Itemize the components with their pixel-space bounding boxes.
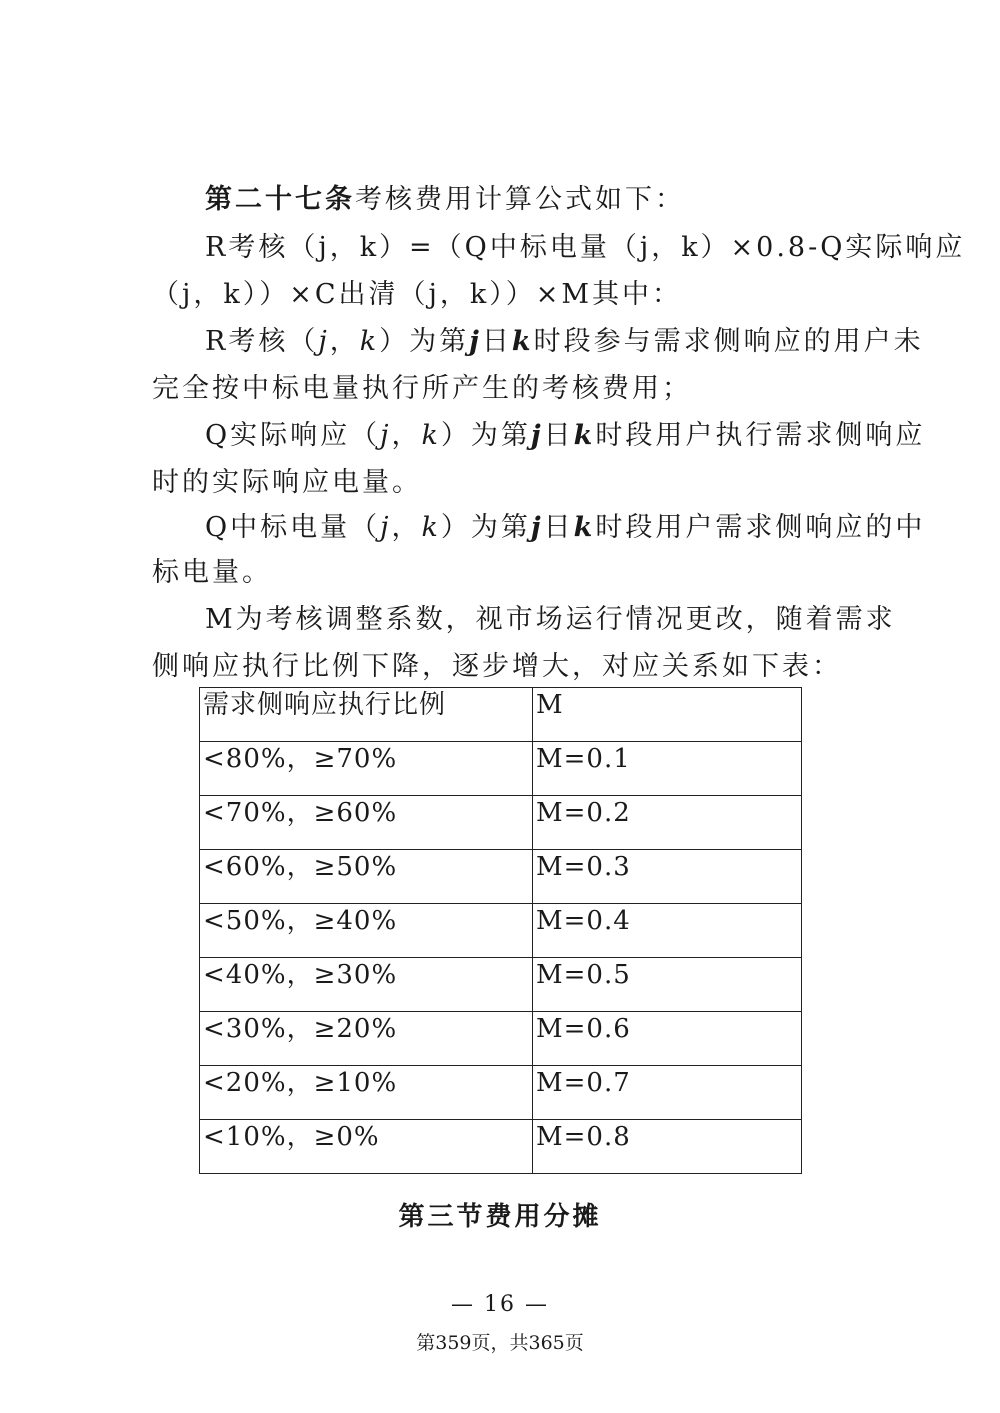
- definition-r-line-1: [205, 322, 924, 362]
- variable-j: j: [530, 420, 544, 451]
- definition-text: ）为第: [440, 420, 531, 451]
- variable-j: j: [380, 420, 392, 451]
- variable-k: k: [359, 326, 380, 357]
- table-cell-m: M=0.3: [533, 850, 802, 904]
- definition-text: ，: [391, 420, 422, 451]
- table-header-row: [200, 688, 802, 742]
- table-cell-m: M=0.8: [533, 1120, 802, 1174]
- definition-text: Q中标电量（: [205, 512, 381, 543]
- m-coefficient-table: [199, 687, 802, 1174]
- variable-k: k: [421, 512, 441, 543]
- table-row: [200, 796, 802, 850]
- definition-text: Q实际响应（: [205, 420, 381, 451]
- definition-text: ）为第: [440, 512, 531, 543]
- table-cell-ratio: <10%，≥0%: [200, 1120, 533, 1174]
- table-row: [200, 1066, 802, 1120]
- definition-text: 日: [481, 326, 512, 357]
- table-header-cell: 需求侧响应执行比例: [200, 688, 533, 742]
- definition-r-line-2: 完全按中标电量执行所产生的考核费用；: [152, 373, 692, 404]
- table-cell-ratio: <50%，≥40%: [200, 904, 533, 958]
- definition-text: 时段用户需求侧响应的中: [595, 512, 926, 543]
- article-heading-text: 考核费用计算公式如下：: [355, 184, 685, 215]
- section-title: 第三节费用分摊: [398, 1202, 602, 1232]
- formula-line-1: R考核（j，k）=（Q中标电量（j，k）×0.8-Q实际响应: [205, 232, 966, 263]
- variable-k: k: [421, 420, 441, 451]
- variable-j: j: [469, 326, 482, 357]
- table-cell-ratio: <40%，≥30%: [200, 958, 533, 1012]
- formula-line-2: （j，k））×C出清（j，k））×M其中：: [152, 279, 683, 310]
- table-header-cell: M: [533, 688, 802, 742]
- definition-m-line-1: M为考核调整系数，视市场运行情况更改，随着需求: [205, 604, 896, 635]
- table-cell-ratio: <60%，≥50%: [200, 850, 533, 904]
- page-count: 第359页，共365页: [416, 1332, 584, 1354]
- definition-text: 时段参与需求侧响应的用户未: [533, 326, 924, 357]
- definition-q-actual-line-1: [205, 416, 926, 456]
- table-row: [200, 742, 802, 796]
- definition-q-bid-line-1: [205, 508, 926, 548]
- definition-q-actual-line-2: 时的实际响应电量。: [152, 467, 422, 498]
- variable-j: j: [318, 326, 330, 357]
- definition-text: 日: [543, 512, 574, 543]
- definition-text: 时段用户执行需求侧响应: [595, 420, 926, 451]
- table-row: [200, 1120, 802, 1174]
- table-row: [200, 850, 802, 904]
- definition-text: R考核（: [205, 326, 319, 357]
- table-cell-ratio: <20%，≥10%: [200, 1066, 533, 1120]
- table-row: [200, 1012, 802, 1066]
- variable-j: j: [380, 512, 392, 543]
- variable-k: k: [573, 420, 596, 451]
- table-row: [200, 904, 802, 958]
- table-cell-ratio: <80%，≥70%: [200, 742, 533, 796]
- table-cell-m: M=0.5: [533, 958, 802, 1012]
- page-number: — 16 —: [451, 1292, 549, 1317]
- table-cell-m: M=0.6: [533, 1012, 802, 1066]
- definition-text: ，: [391, 512, 422, 543]
- definition-q-bid-line-2: 标电量。: [152, 557, 272, 588]
- variable-j: j: [530, 512, 544, 543]
- table-cell-m: M=0.4: [533, 904, 802, 958]
- article-number: 第二十七条: [205, 184, 355, 215]
- variable-k: k: [511, 326, 534, 357]
- table-cell-ratio: <30%，≥20%: [200, 1012, 533, 1066]
- table-cell-ratio: <70%，≥60%: [200, 796, 533, 850]
- definition-m-line-2: 侧响应执行比例下降，逐步增大，对应关系如下表：: [152, 651, 842, 682]
- definition-text: ）为第: [379, 326, 470, 357]
- table-row: [200, 958, 802, 1012]
- table-cell-m: M=0.2: [533, 796, 802, 850]
- table-cell-m: M=0.1: [533, 742, 802, 796]
- variable-k: k: [573, 512, 596, 543]
- definition-text: ，: [329, 326, 360, 357]
- article-heading-line: [205, 180, 845, 220]
- table-cell-m: M=0.7: [533, 1066, 802, 1120]
- definition-text: 日: [543, 420, 574, 451]
